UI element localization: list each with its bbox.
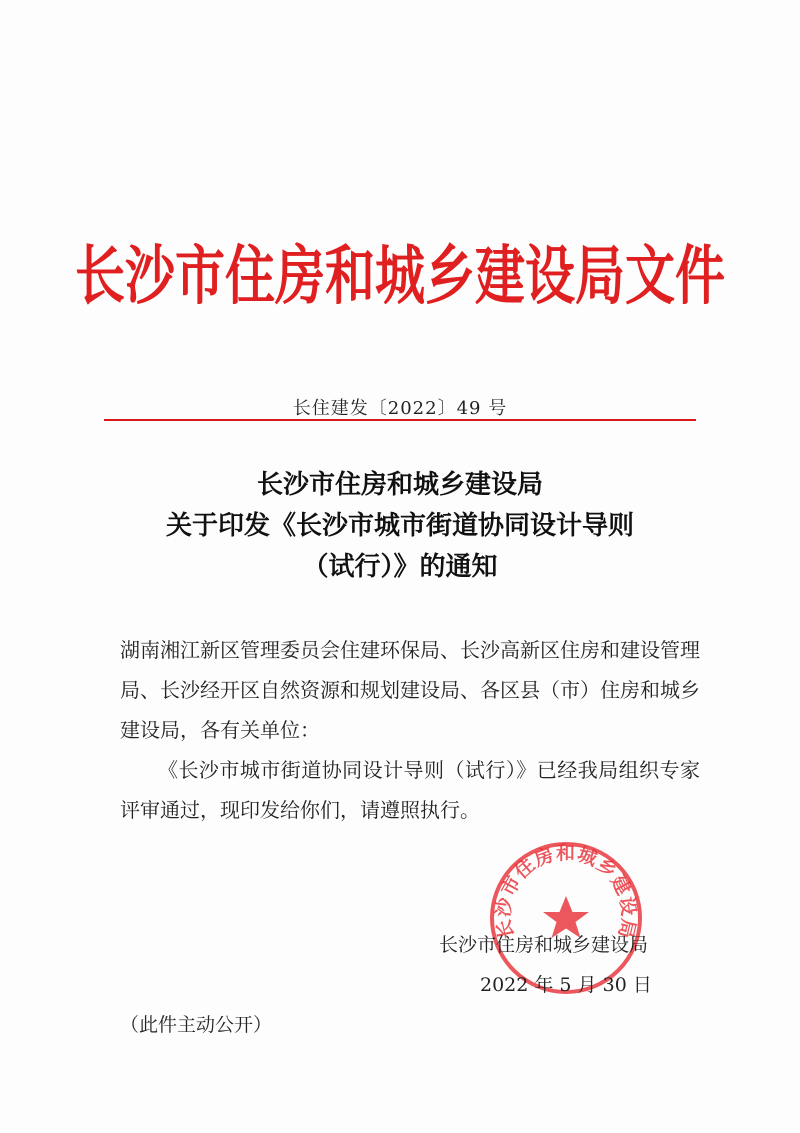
signature-organization: 长沙市住房和城乡建设局 [439,934,649,956]
red-divider-line [104,419,696,421]
agency-header-title: 长沙市住房和城乡建设局文件 [75,237,725,314]
notice-title [0,465,800,588]
document-number: 长住建发〔2022〕49 号 [292,398,508,419]
notice-body [120,630,700,830]
notice-title-line-3: （试行）》的通知 [302,552,498,582]
signature-date: 2022 年 5 月 30 日 [480,974,652,996]
seal-text: 长沙市住房和城乡建设局 [492,842,640,942]
notice-title-line-2: 关于印发《长沙市城市街道协同设计导则 [165,511,634,541]
body-paragraph: 《长沙市城市街道协同设计导则（试行）》已经我局组织专家评审通过，现印发给你们，请遵照执行。 [120,758,700,822]
salutation-paragraph: 湖南湘江新区管理委员会住建环保局、长沙高新区住房和建设管理局、长沙经开区自然资源和规划建设局、各区县（市）住房和城乡建设局，各有关单位： [120,638,700,742]
public-disclosure-note: （此件主动公开） [120,1014,273,1036]
notice-title-line-1: 长沙市住房和城乡建设局 [256,470,543,500]
